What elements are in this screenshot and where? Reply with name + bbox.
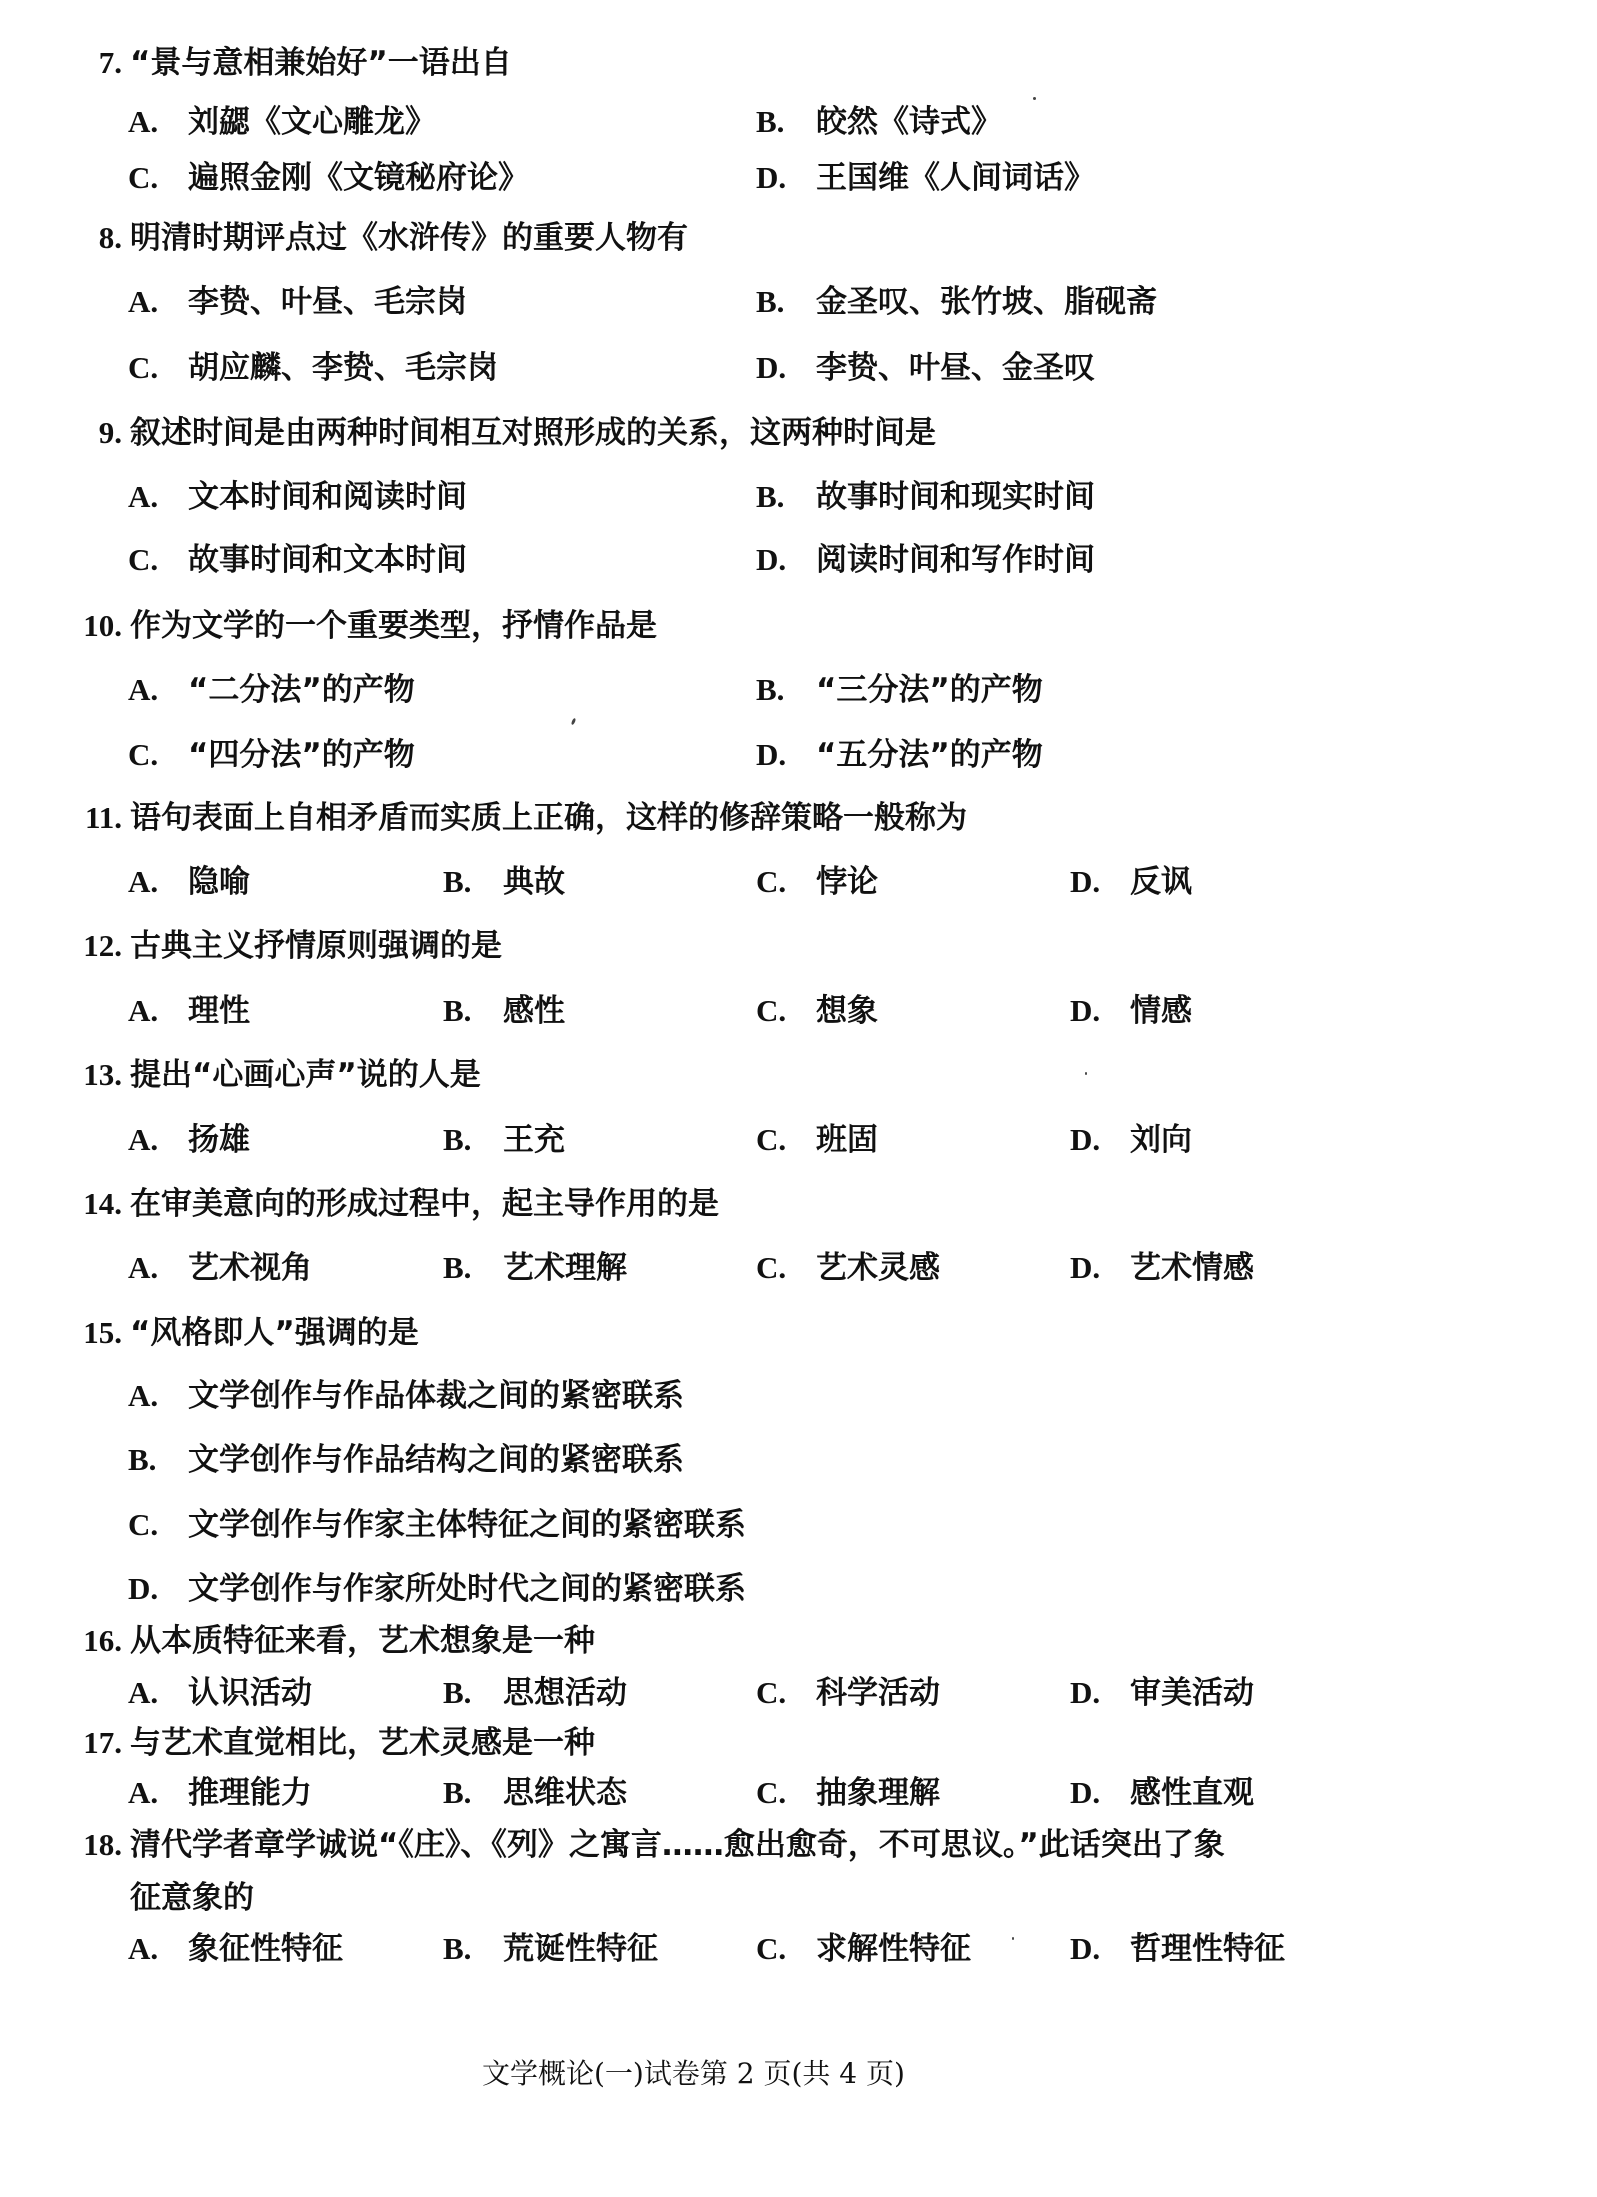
scan-speck (1033, 97, 1036, 100)
option-text: 文学创作与作品结构之间的紧密联系 (188, 1442, 684, 1478)
option-12a (128, 989, 250, 1033)
page-footer: 文学概论(一)试卷第 2 页(共 4 页) (482, 2057, 905, 2090)
option-label: B. (443, 993, 472, 1028)
option-text: 刘勰《文心雕龙》 (188, 104, 436, 140)
option-12d (1070, 989, 1192, 1033)
option-label: D. (1070, 1931, 1101, 1966)
option-text: 想象 (816, 993, 878, 1029)
option-label: B. (756, 284, 785, 319)
question-text: 叙述时间是由两种时间相互对照形成的关系，这两种时间是 (130, 415, 936, 451)
question-text: 与艺术直觉相比，艺术灵感是一种 (130, 1725, 595, 1761)
option-text: 班固 (816, 1122, 878, 1158)
option-10d (756, 733, 1043, 777)
option-9a (128, 475, 467, 519)
option-label: A. (128, 1250, 159, 1285)
question-number: 18. (83, 1827, 122, 1862)
question-text: “风格即人”强调的是 (130, 1315, 419, 1351)
option-label: C. (756, 864, 787, 899)
question-text: 提出“心画心声”说的人是 (130, 1057, 481, 1093)
question-text: 从本质特征来看，艺术想象是一种 (130, 1623, 595, 1659)
option-text: 金圣叹、张竹坡、脂砚斋 (816, 284, 1157, 320)
option-text: 理性 (188, 993, 250, 1029)
option-label: A. (128, 672, 159, 707)
option-label: A. (128, 993, 159, 1028)
option-label: C. (756, 993, 787, 1028)
option-text: 王国维《人间词话》 (816, 160, 1095, 196)
option-label: C. (756, 1931, 787, 1966)
option-text: 悖论 (816, 864, 878, 900)
option-18c (756, 1927, 971, 1971)
question-text: 明清时期评点过《水浒传》的重要人物有 (130, 220, 688, 256)
option-7b (756, 100, 1002, 144)
option-text: 审美活动 (1130, 1675, 1254, 1711)
option-text: 抽象理解 (816, 1775, 940, 1811)
option-8c (128, 346, 498, 390)
option-text: 推理能力 (188, 1775, 312, 1811)
option-7d (756, 156, 1095, 200)
question-number: 7. (98, 45, 122, 80)
option-8d (756, 346, 1095, 390)
option-label: D. (128, 1571, 159, 1606)
option-text: 扬雄 (188, 1122, 250, 1158)
option-18a (128, 1927, 343, 1971)
option-7a (128, 100, 436, 144)
option-text: 王充 (503, 1122, 565, 1158)
question-10 (83, 604, 657, 648)
option-text: 阅读时间和写作时间 (816, 542, 1095, 578)
question-number: 9. (98, 415, 122, 450)
question-16 (83, 1619, 595, 1663)
option-text: 荒诞性特征 (503, 1931, 658, 1967)
option-13d (1070, 1118, 1192, 1162)
option-label: B. (756, 104, 785, 139)
option-label: C. (756, 1122, 787, 1157)
option-text: 皎然《诗式》 (816, 104, 1002, 140)
option-text: 认识活动 (188, 1675, 312, 1711)
question-number: 10. (83, 608, 122, 643)
question-number: 11. (84, 800, 122, 835)
option-12c (756, 989, 878, 1033)
option-text: 故事时间和现实时间 (816, 479, 1095, 515)
option-text: 艺术视角 (188, 1250, 312, 1286)
option-text: 文本时间和阅读时间 (188, 479, 467, 515)
option-17a (128, 1771, 312, 1815)
question-18 (83, 1823, 1225, 1867)
option-label: A. (128, 864, 159, 899)
question-12 (83, 924, 502, 968)
option-9c (128, 538, 467, 582)
scan-speck (571, 718, 577, 726)
option-label: B. (443, 1122, 472, 1157)
option-label: C. (128, 160, 159, 195)
option-7c (128, 156, 529, 200)
option-16a (128, 1671, 312, 1715)
option-text: 艺术理解 (503, 1250, 627, 1286)
option-16c (756, 1671, 940, 1715)
question-text: 清代学者章学诚说“《庄》、《列》之寓言……愈出愈奇，不可思议。”此话突出了象 (130, 1827, 1225, 1863)
option-label: B. (756, 479, 785, 514)
option-text: “二分法”的产物 (188, 672, 415, 708)
option-label: D. (1070, 1675, 1101, 1710)
option-label: D. (1070, 1122, 1101, 1157)
option-label: B. (443, 1775, 472, 1810)
question-8 (98, 216, 688, 260)
option-text: 文学创作与作品体裁之间的紧密联系 (188, 1378, 684, 1414)
option-label: D. (1070, 993, 1101, 1028)
option-label: D. (756, 350, 787, 385)
option-17b (443, 1771, 627, 1815)
option-13a (128, 1118, 250, 1162)
option-11c (756, 860, 878, 904)
option-11b (443, 860, 565, 904)
option-text: 艺术灵感 (816, 1250, 940, 1286)
question-text: 古典主义抒情原则强调的是 (130, 928, 502, 964)
option-text: 遍照金刚《文镜秘府论》 (188, 160, 529, 196)
option-label: A. (128, 1931, 159, 1966)
question-text-continuation: 征意象的 (130, 1880, 254, 1916)
option-label: C. (756, 1675, 787, 1710)
option-8b (756, 280, 1157, 324)
question-text: “景与意相兼始好”一语出自 (130, 45, 512, 81)
option-17c (756, 1771, 940, 1815)
option-18b (443, 1927, 658, 1971)
option-12b (443, 989, 565, 1033)
question-text: 作为文学的一个重要类型，抒情作品是 (130, 608, 657, 644)
option-label: A. (128, 104, 159, 139)
option-14b (443, 1246, 627, 1290)
scan-speck (1085, 1072, 1087, 1075)
option-label: C. (128, 1507, 159, 1542)
option-label: D. (1070, 1775, 1101, 1810)
option-label: B. (128, 1442, 157, 1477)
option-text: 象征性特征 (188, 1931, 343, 1967)
option-10b (756, 668, 1043, 712)
option-label: C. (756, 1775, 787, 1810)
question-number: 13. (83, 1057, 122, 1092)
option-text: 典故 (503, 864, 565, 900)
option-text: 求解性特征 (816, 1931, 971, 1967)
option-label: A. (128, 1378, 159, 1413)
scan-speck (1012, 1937, 1014, 1940)
option-text: 隐喻 (188, 864, 250, 900)
question-13 (83, 1053, 481, 1097)
option-17d (1070, 1771, 1254, 1815)
option-label: A. (128, 1775, 159, 1810)
question-number: 17. (83, 1725, 122, 1760)
option-text: “四分法”的产物 (188, 737, 415, 773)
question-text: 在审美意向的形成过程中，起主导作用的是 (130, 1186, 719, 1222)
option-14a (128, 1246, 312, 1290)
option-15b (128, 1438, 684, 1482)
option-label: B. (756, 672, 785, 707)
option-text: 反讽 (1130, 864, 1192, 900)
question-number: 16. (83, 1623, 122, 1658)
option-label: D. (1070, 1250, 1101, 1285)
option-label: D. (756, 160, 787, 195)
option-text: 文学创作与作家主体特征之间的紧密联系 (188, 1507, 746, 1543)
option-text: 故事时间和文本时间 (188, 542, 467, 578)
question-17 (83, 1721, 595, 1765)
option-18d (1070, 1927, 1285, 1971)
option-text: 情感 (1130, 993, 1192, 1029)
option-10c (128, 733, 415, 777)
option-text: 李贽、叶昼、金圣叹 (816, 350, 1095, 386)
option-16d (1070, 1671, 1254, 1715)
option-label: B. (443, 1931, 472, 1966)
option-text: 胡应麟、李贽、毛宗岗 (188, 350, 498, 386)
option-label: C. (128, 737, 159, 772)
option-13b (443, 1118, 565, 1162)
question-15 (83, 1311, 419, 1355)
option-label: D. (1070, 864, 1101, 899)
question-number: 15. (83, 1315, 122, 1350)
option-text: 感性直观 (1130, 1775, 1254, 1811)
question-number: 12. (83, 928, 122, 963)
option-text: “五分法”的产物 (816, 737, 1043, 773)
option-label: C. (756, 1250, 787, 1285)
option-8a (128, 280, 467, 324)
option-label: A. (128, 1675, 159, 1710)
option-text: 科学活动 (816, 1675, 940, 1711)
option-label: C. (128, 542, 159, 577)
option-15d (128, 1567, 746, 1611)
option-label: B. (443, 1250, 472, 1285)
option-text: 艺术情感 (1130, 1250, 1254, 1286)
option-15a (128, 1374, 684, 1418)
question-number: 8. (98, 220, 122, 255)
question-14 (83, 1182, 719, 1226)
option-text: 思维状态 (503, 1775, 627, 1811)
question-9 (98, 411, 936, 455)
option-text: 文学创作与作家所处时代之间的紧密联系 (188, 1571, 746, 1607)
option-text: 思想活动 (503, 1675, 627, 1711)
option-14c (756, 1246, 940, 1290)
option-15c (128, 1503, 746, 1547)
option-9d (756, 538, 1095, 582)
option-label: B. (443, 1675, 472, 1710)
option-13c (756, 1118, 878, 1162)
option-label: A. (128, 284, 159, 319)
option-text: 李贽、叶昼、毛宗岗 (188, 284, 467, 320)
question-11 (84, 796, 967, 840)
option-label: C. (128, 350, 159, 385)
question-text: 语句表面上自相矛盾而实质上正确，这样的修辞策略一般称为 (130, 800, 967, 836)
question-number: 14. (83, 1186, 122, 1221)
option-11d (1070, 860, 1192, 904)
option-10a (128, 668, 415, 712)
option-label: A. (128, 479, 159, 514)
option-label: A. (128, 1122, 159, 1157)
option-text: “三分法”的产物 (816, 672, 1043, 708)
option-label: B. (443, 864, 472, 899)
option-text: 刘向 (1130, 1122, 1192, 1158)
question-18-continuation (130, 1876, 254, 1920)
option-text: 哲理性特征 (1130, 1931, 1285, 1967)
option-9b (756, 475, 1095, 519)
option-text: 感性 (503, 993, 565, 1029)
option-label: D. (756, 542, 787, 577)
option-14d (1070, 1246, 1254, 1290)
option-11a (128, 860, 250, 904)
question-7 (98, 41, 512, 85)
option-16b (443, 1671, 627, 1715)
option-label: D. (756, 737, 787, 772)
